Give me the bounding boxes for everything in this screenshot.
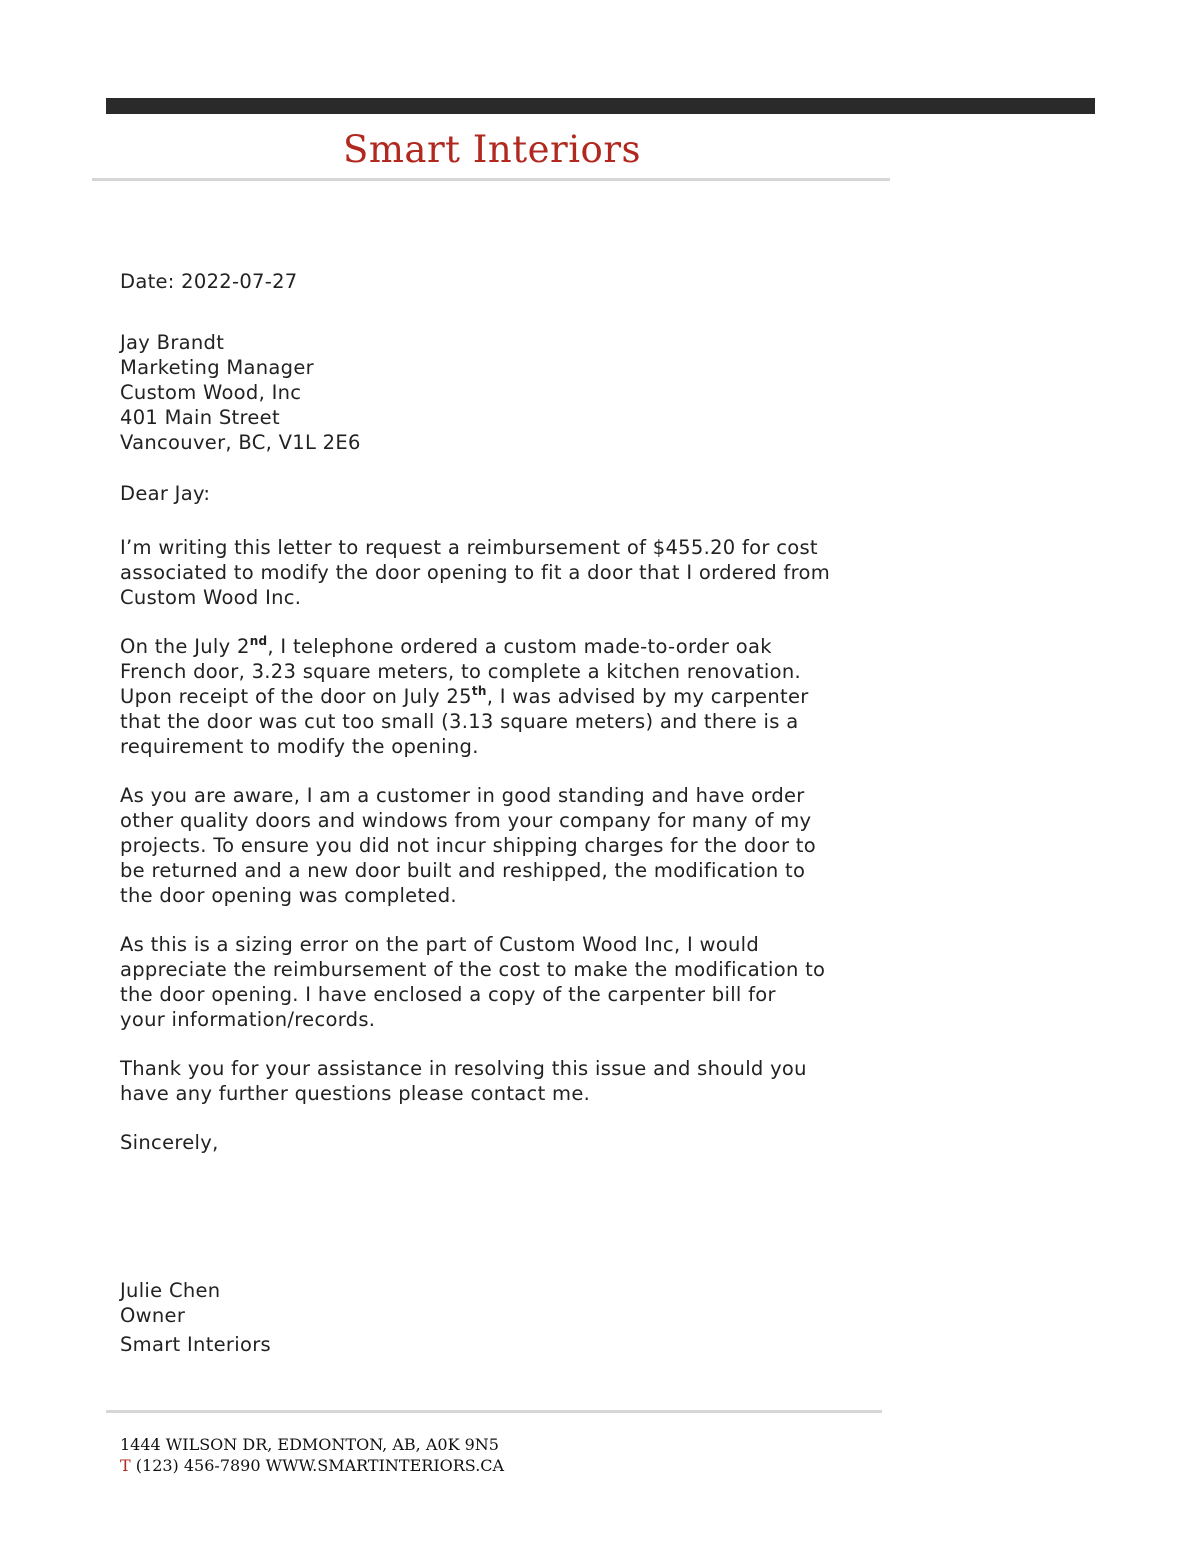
closing: Sincerely, (120, 1131, 219, 1154)
paragraph-line: I’m writing this letter to request a reimbursement of $455.20 for cost (120, 536, 818, 559)
footer-phone: (123) 456-7890 (135, 1456, 261, 1475)
recipient-title: Marketing Manager (120, 356, 314, 379)
paragraph-line: associated to modify the door opening to fit a door that I ordered from (120, 561, 831, 584)
paragraph-5 (120, 1056, 900, 1106)
paragraph-line: Custom Wood Inc. (120, 586, 302, 609)
signer-company: Smart Interiors (120, 1333, 271, 1356)
ordinal-suffix: nd (249, 633, 268, 648)
paragraph-line: appreciate the reimbursement of the cost to make the modification to (120, 958, 826, 981)
footer-website: WWW.SMARTINTERIORS.CA (265, 1456, 505, 1475)
salutation: Dear Jay: (120, 482, 211, 505)
letter-date: Date: 2022-07-27 (120, 270, 298, 293)
recipient-street: 401 Main Street (120, 406, 280, 429)
paragraph-line: French door, 3.23 square meters, to complete a kitchen renovation. (120, 660, 802, 683)
signer-name: Julie Chen (120, 1279, 221, 1302)
company-name: Smart Interiors (343, 128, 641, 171)
phone-label: T (120, 1456, 131, 1475)
footer-contact (120, 1434, 504, 1476)
recipient-city: Vancouver, BC, V1L 2E6 (120, 431, 361, 454)
paragraph-line: the door opening was completed. (120, 884, 457, 907)
footer-address: 1444 WILSON DR, EDMONTON, AB, A0K 9N5 (120, 1435, 499, 1454)
paragraph-4 (120, 932, 900, 1032)
recipient-address-block (120, 330, 900, 455)
text-run: , I telephone ordered a custom made-to-order oak (267, 635, 772, 658)
paragraph-line: As this is a sizing error on the part of Custom Wood Inc, I would (120, 933, 760, 956)
header-bar (106, 98, 1095, 114)
paragraph-line: other quality doors and windows from your company for many of my (120, 809, 812, 832)
text-run: , I was advised by my carpenter (486, 685, 809, 708)
paragraph-1 (120, 535, 900, 610)
footer-contact-line (120, 1455, 504, 1476)
footer-divider (106, 1410, 882, 1413)
ordinal-suffix: th (471, 683, 487, 698)
recipient-company: Custom Wood, Inc (120, 381, 302, 404)
paragraph-line: be returned and a new door built and reshipped, the modification to (120, 859, 806, 882)
paragraph-line: have any further questions please contact me. (120, 1082, 591, 1105)
text-run: Upon receipt of the door on July 25 (120, 685, 472, 708)
paragraph-line (120, 684, 900, 709)
paragraph-line: As you are aware, I am a customer in good standing and have order (120, 784, 805, 807)
paragraph-line (120, 634, 900, 659)
paragraph-2 (120, 634, 900, 759)
paragraph-line: your information/records. (120, 1008, 376, 1031)
signer-title: Owner (120, 1304, 186, 1327)
header-divider (92, 178, 890, 181)
paragraph-line: Thank you for your assistance in resolving this issue and should you (120, 1057, 807, 1080)
paragraph-line: projects. To ensure you did not incur shipping charges for the door to (120, 834, 816, 857)
paragraph-line: the door opening. I have enclosed a copy of the carpenter bill for (120, 983, 776, 1006)
paragraph-line: requirement to modify the opening. (120, 735, 479, 758)
paragraph-line: that the door was cut too small (3.13 square meters) and there is a (120, 710, 799, 733)
text-run: On the July 2 (120, 635, 250, 658)
paragraph-3 (120, 783, 900, 908)
recipient-name: Jay Brandt (120, 331, 225, 354)
